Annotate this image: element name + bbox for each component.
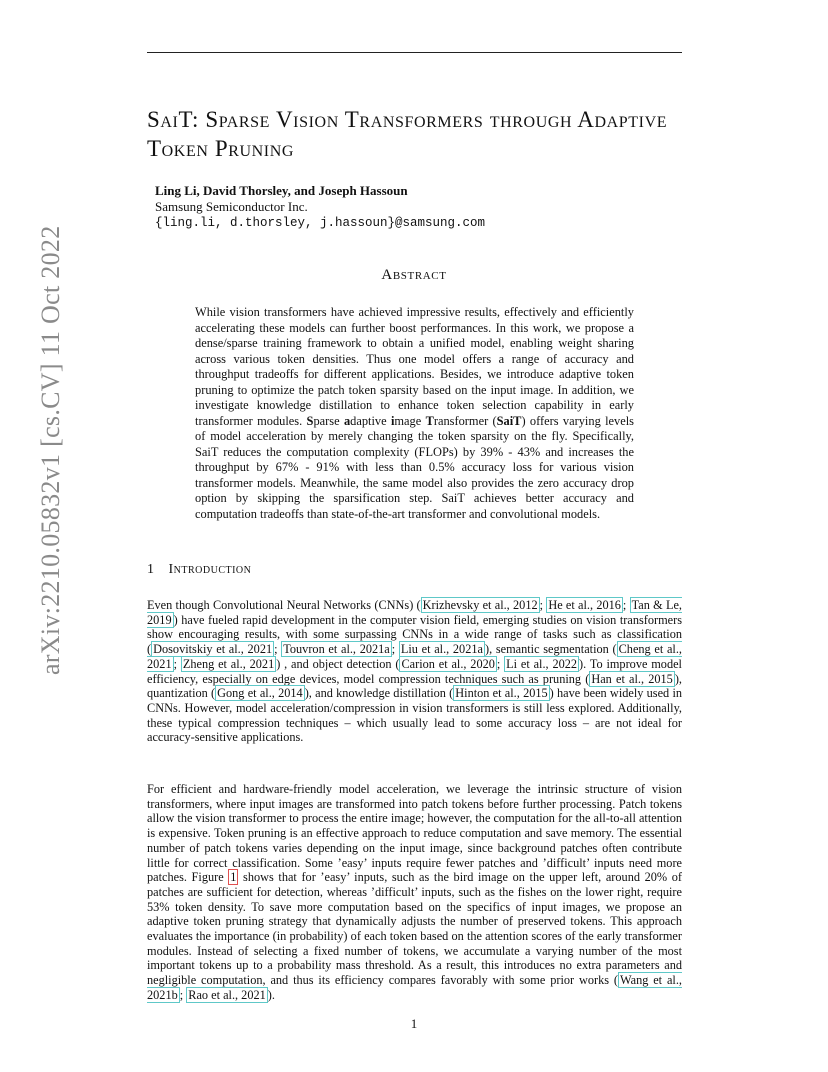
text-run: ;: [496, 656, 505, 671]
intro-paragraph-2: [147, 782, 682, 1003]
figure-reference-link[interactable]: 1: [230, 870, 237, 885]
text-run: ), and knowledge distillation (: [304, 686, 454, 701]
text-run: ;: [274, 642, 282, 657]
text-run: ) have been widely used in CNNs. However, model acceleration/compression in vision transformers is still less explored. Additionally, these typical compression techniques – which usually lead to some accuracy loss – are not ideal for accuracy-sensitive applications.: [147, 686, 683, 745]
abstract-run: ransformer (: [433, 413, 497, 428]
text-run: ). To improve model efficiency, especially on edge devices, model compression techniques such as pruning (: [147, 656, 682, 686]
citation-link[interactable]: Li et al., 2022: [506, 656, 578, 671]
arxiv-identifier: arXiv:2210.05832v1 [cs.CV] 11 Oct 2022: [36, 225, 65, 675]
abstract-bold-letter: S: [306, 413, 314, 428]
section-number: 1: [147, 562, 155, 577]
text-run: ;: [622, 598, 630, 612]
text-run: shows that for ’easy’ inputs, such as the bird image on the upper left, around 20% of patches are sufficient for detection, whereas ’difficult’ inputs, such as the fishes on the lower right, require 53% token density. To save more computation based on the specifics of input images, we propose an adaptive token pruning strategy that dynamically adjusts the number of preserved tokens. This approach evaluates the importance (in probability) of each token based on the attention scores of the early transformer modules. Instead of selecting a fixed number of tokens, we accumulate a varying number of the most important tokens up to a probability mass threshold. As a result, this introduces no extra parameters and negligible computation, and thus its efficiency compares favorably with some prior works (: [147, 870, 683, 988]
citation-link[interactable]: Krizhevsky et al., 2012: [422, 598, 538, 612]
text-run: ) have fueled rapid development in the computer vision field, emerging studies on vision transformers show encouraging results, with some surpassing CNNs in a wide range of tasks such as classification (: [147, 612, 682, 657]
text-run: ).: [267, 987, 275, 1002]
text-run: For efficient and hardware-friendly model acceleration, we leverage the intrinsic structure of vision transformers, where input images are transformed into patch tokens before further processing. Patch tokens allow the vision transformer to process the entire image; however, the computation for the all-to-all attention is expensive. Token pruning is an effective approach to reduce computation and save memory. The essential number of patch tokens varies depending on the input image, since background patches often contribute little for correct classification. Some ’easy’ inputs require fewer patches and ’difficult’ inputs need more patches. Figure: [147, 782, 682, 885]
affiliation: Samsung Semiconductor Inc.: [155, 199, 308, 214]
citation-link[interactable]: Hinton et al., 2015: [455, 686, 548, 701]
text-run: ;: [179, 987, 187, 1002]
section-heading: [147, 562, 251, 578]
citation-link[interactable]: Touvron et al., 2021a: [283, 642, 390, 657]
paper-title: SaiT: Sparse Vision Transformers through Adaptive Token Pruning: [147, 107, 668, 161]
text-run: ;: [539, 598, 547, 612]
top-rule: [147, 52, 682, 53]
citation-link[interactable]: Liu et al., 2021a: [400, 642, 483, 657]
text-run: Even though Convolutional Neural Networks (CNNs) (: [147, 598, 421, 612]
citation-link[interactable]: Carion et al., 2020: [401, 656, 495, 671]
text-run: ), semantic segmentation (: [484, 642, 617, 657]
text-run: ;: [391, 642, 399, 657]
citation-link[interactable]: Zheng et al., 2021: [182, 656, 275, 671]
abstract-bold-acronym: SaiT: [496, 413, 522, 428]
abstract-run: ) offers varying levels of model acceleration by merely changing the token sparsity on the fly. Specifically, SaiT reduces the computation complexity (FLOPs) by 39% - 43% and increases the throughput by 67% - 91% with less than 0.5% accuracy loss for various vision transformer models. Meanwhile, the same model also provides the zero accuracy drop option by skipping the sparsification step. SaiT achieves better accuracy and computation tradeoffs than state-of-the-art transformer and convolutional models.: [195, 413, 634, 521]
section-title: Introduction: [168, 562, 252, 577]
citation-link[interactable]: Cheng et al., 2021: [147, 642, 682, 671]
abstract-text: [195, 305, 634, 522]
author-block: [155, 183, 485, 231]
text-run: ;: [173, 656, 181, 671]
citation-link[interactable]: He et al., 2016: [548, 598, 621, 612]
text-run: ), quantization (: [147, 671, 682, 701]
abstract-run: mage: [394, 413, 426, 428]
abstract-run: While vision transformers have achieved impressive results, effectively and efficiently accelerating these models can further boost performances. In this work, we propose a dense/sparse training framework to obtain a unified model, enabling weight sharing across various token densities. Thus one model offers a range of accuracy and throughput tradeoffs for different applications. Besides, we introduce adaptive token pruning to optimize the patch token sparsity based on the input image. In addition, we investigate knowledge distillation to enhance token selection capability in early transformer modules.: [195, 305, 634, 428]
citation-link[interactable]: Han et al., 2015: [591, 671, 673, 686]
author-names: Ling Li, David Thorsley, and Joseph Hassoun: [155, 183, 408, 198]
abstract-bold-letter: a: [343, 413, 351, 428]
citation-link[interactable]: Dosovitskiy et al., 2021: [153, 642, 273, 657]
abstract-heading: Abstract: [381, 267, 447, 283]
intro-paragraph-1: [147, 598, 682, 745]
abstract-run: daptive: [350, 413, 391, 428]
abstract-bold-letter: T: [425, 413, 434, 428]
citation-link[interactable]: Rao et al., 2021: [188, 987, 266, 1002]
citation-link[interactable]: Wang et al., 2021b: [147, 973, 682, 1002]
text-run: ) , and object detection (: [276, 656, 400, 671]
page-number: 1: [410, 1016, 418, 1031]
author-emails: {ling.li, d.thorsley, j.hassoun}@samsung.com: [155, 216, 486, 230]
abstract-bold-letter: i: [390, 413, 395, 428]
citation-link[interactable]: Gong et al., 2014: [217, 686, 303, 701]
abstract-run: parse: [313, 413, 344, 428]
citation-link[interactable]: Tan & Le, 2019: [147, 598, 682, 627]
